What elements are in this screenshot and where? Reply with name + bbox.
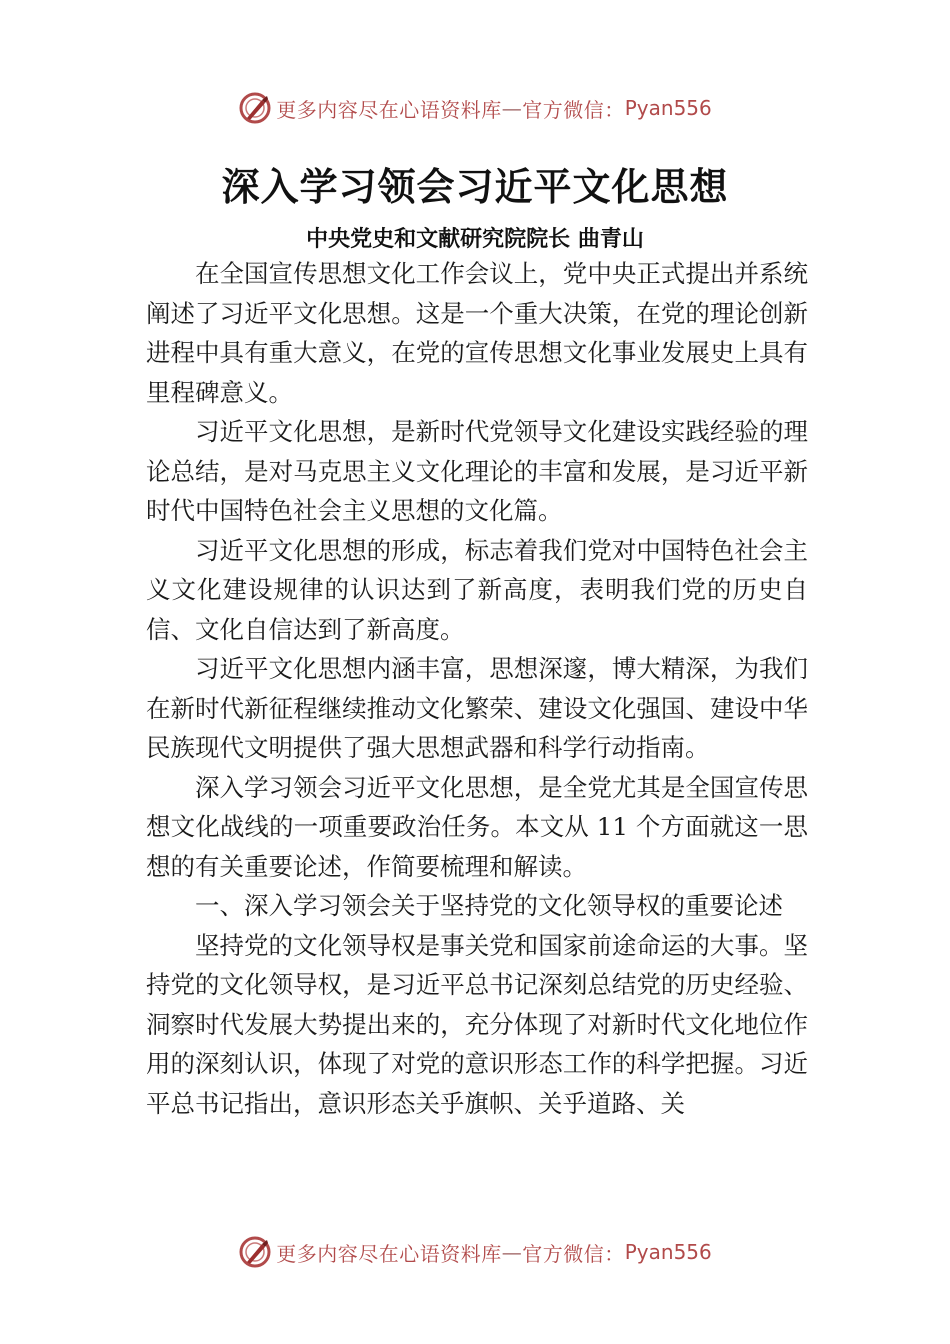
watermark-suffix: 官方微信：: [522, 97, 625, 122]
paragraph: 习近平文化思想，是新时代党领导文化建设实践经验的理论总结，是对马克思主义文化理论的丰富和发展，是习近平新时代中国特色社会主义思想的文化篇。: [146, 417, 808, 525]
watermark-wechat-id: Pyan556: [624, 96, 712, 120]
paragraph: 习近平文化思想的形成，标志着我们党对中国特色社会主义文化建设规律的认识达到了新高度，表明我们党的历史自信、文化自信达到了新高度。: [146, 535, 808, 644]
watermark-dash: —: [501, 96, 523, 120]
watermark-banner-bottom: [0, 1232, 950, 1272]
watermark-text: 更多内容尽在心语资料库: [276, 97, 502, 122]
watermark-suffix: 官方微信：: [522, 1241, 625, 1266]
document-title: 深入学习领会习近平文化思想: [221, 165, 729, 209]
paragraph: 深入学习领会习近平文化思想，是全党尤其是全国宣传思想文化战线的一项重要政治任务。本文从 11 个方面就这一思想的有关重要论述，作简要梳理和解读。: [146, 772, 808, 881]
document-author: 中央党史和文献研究院院长 曲青山: [306, 227, 644, 252]
pen-nib-seal-icon: [238, 1235, 272, 1269]
watermark-dash: —: [501, 1240, 523, 1264]
paragraph: 坚持党的文化领导权是事关党和国家前途命运的大事。坚持党的文化领导权，是习近平总书记深刻总结党的历史经验、洞察时代发展大势提出来的，充分体现了对新时代文化地位作用的深刻认识，体现了对党的意识形态工作的科学把握。习近平总书记指出，意识形态关乎旗帜、关乎道路、关: [146, 930, 808, 1118]
document-body: [146, 254, 808, 1123]
section-heading: 一、深入学习领会关于坚持党的文化领导权的重要论述: [195, 891, 783, 920]
paragraph: 在全国宣传思想文化工作会议上，党中央正式提出并系统阐述了习近平文化思想。这是一个重大决策，在党的理论创新进程中具有重大意义，在党的宣传思想文化事业发展史上具有里程碑意义。: [146, 259, 808, 407]
watermark-wechat-id: Pyan556: [624, 1240, 712, 1264]
paragraph: 习近平文化思想内涵丰富，思想深邃，博大精深，为我们在新时代新征程继续推动文化繁荣、建设文化强国、建设中华民族现代文明提供了强大思想武器和科学行动指南。: [146, 654, 808, 762]
watermark-banner-top: [0, 88, 950, 128]
watermark-text: 更多内容尽在心语资料库: [276, 1241, 502, 1266]
pen-nib-seal-icon: [238, 91, 272, 125]
